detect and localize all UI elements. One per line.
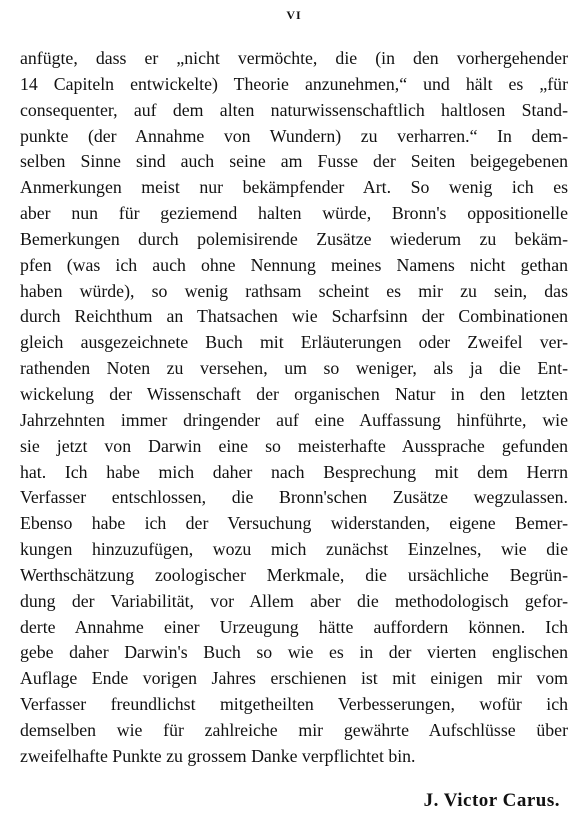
text-line: rathenden Noten zu versehen, um so weniger, als ja die Ent-: [20, 358, 568, 379]
page-number: VI: [286, 8, 302, 22]
text-line: anfügte, dass er „nicht vermöchte, die (in den vorhergehender: [20, 48, 568, 68]
signature: J. Victor Carus.: [423, 790, 560, 811]
text-line: derte Annahme einer Urzeugung hätte auffordern können. Ich: [20, 616, 568, 637]
text-line: gleich ausgezeichnete Buch mit Erläuterungen oder Zweifel ver-: [20, 332, 568, 353]
text-line: Verfasser entschlossen, die Bronn'schen Zusätze wegzulassen.: [20, 487, 568, 508]
text-line: pfen (was ich auch ohne Nennung meines Namens nicht gethan: [20, 254, 568, 275]
text-line: Anmerkungen meist nur bekämpfender Art. So wenig ich es: [20, 177, 568, 198]
text-line: kungen hinzuzufügen, wozu mich zunächst Einzelnes, wie die: [20, 539, 568, 560]
text-line: Jahrzehnten immer dringender auf eine Auffassung hinführte, wie: [20, 409, 568, 430]
text-line: Ebenso habe ich der Versuchung widerstanden, eigene Bemer-: [20, 513, 568, 534]
text-line: zweifelhafte Punkte zu grossem Danke verpflichtet bin.: [20, 745, 416, 766]
text-line: Verfasser freundlichst mitgetheilten Verbesserungen, wofür ich: [20, 694, 568, 715]
body-text: [20, 46, 568, 770]
text-line: 14 Capiteln entwickelte) Theorie anzunehmen,“ und hält es „für: [20, 73, 568, 94]
text-line: aber nun für geziemend halten würde, Bronn's oppositionelle: [20, 203, 568, 224]
text-line: gebe daher Darwin's Buch so wie es in der vierten englischen: [20, 642, 568, 663]
text-line: Werthschätzung zoologischer Merkmale, die ursächliche Begrün-: [20, 564, 568, 585]
text-line: hat. Ich habe mich daher nach Besprechung mit dem Herrn: [20, 461, 568, 482]
text-line: consequenter, auf dem alten naturwissenschaftlich haltlosen Stand-: [20, 99, 568, 120]
text-line: Auflage Ende vorigen Jahres erschienen ist mit einigen mir vom: [20, 668, 568, 689]
text-line: dung der Variabilität, vor Allem aber die methodologisch gefor-: [20, 590, 568, 611]
text-line: haben würde), so wenig rathsam scheint es mir zu sein, das: [20, 280, 568, 301]
text-line: durch Reichthum an Thatsachen wie Scharfsinn der Combinationen: [20, 306, 568, 327]
text-line: Bemerkungen durch polemisirende Zusätze wiederum zu bekäm-: [20, 228, 568, 249]
text-line: selben Sinne sind auch seine am Fusse der Seiten beigegebenen: [20, 151, 568, 172]
text-line: wickelung der Wissenschaft der organischen Natur in den letzten: [20, 383, 568, 404]
text-line: punkte (der Annahme von Wundern) zu verharren.“ In dem-: [20, 125, 568, 146]
text-line: demselben wie für zahlreiche mir gewährte Aufschlüsse über: [20, 719, 568, 740]
text-line: sie jetzt von Darwin eine so meisterhafte Aussprache gefunden: [20, 435, 568, 456]
